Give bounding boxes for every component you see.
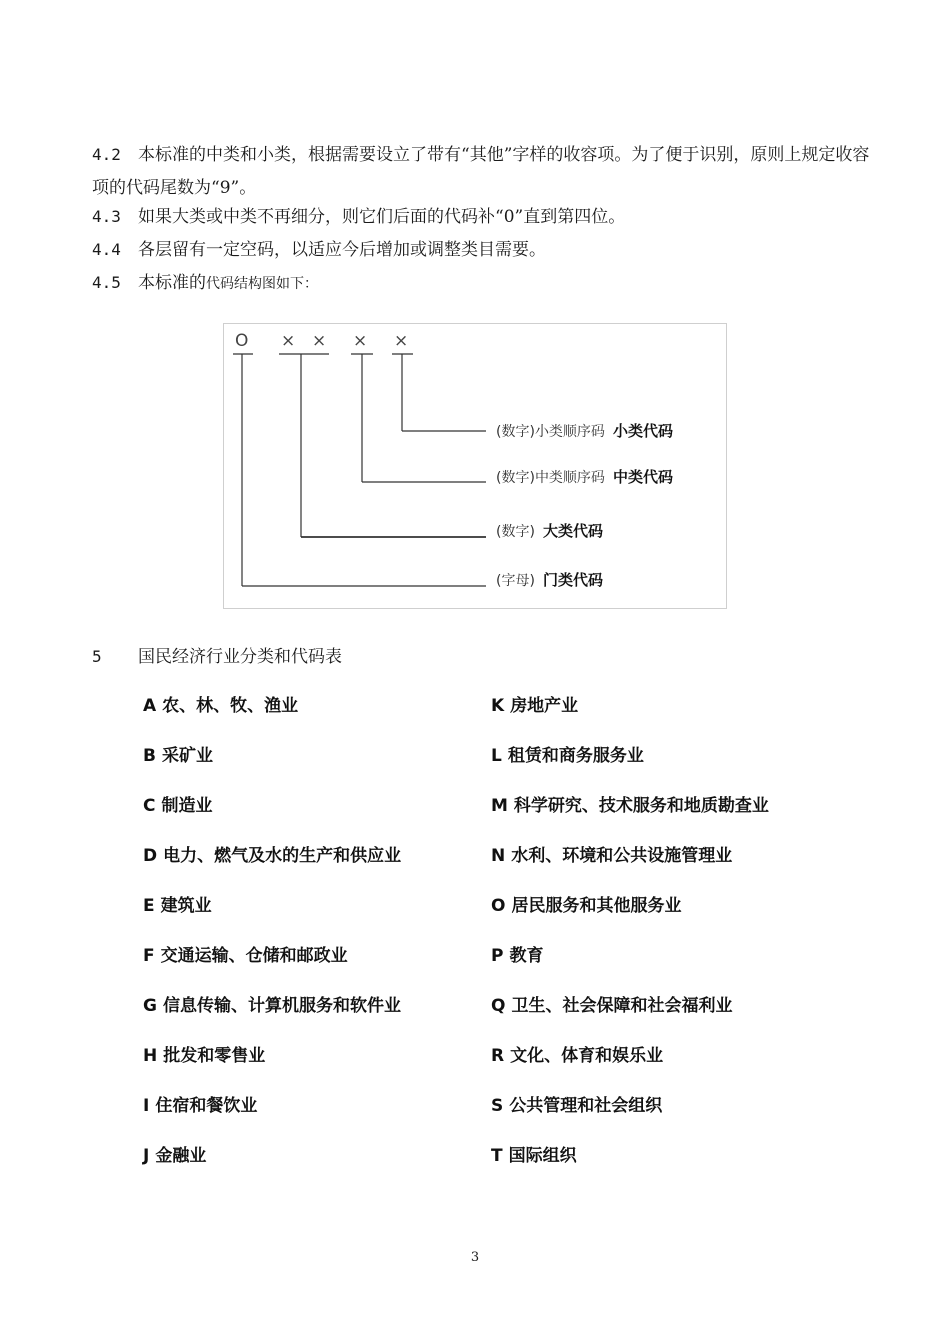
category-item (143, 941, 348, 966)
category-code: B (143, 746, 156, 766)
diagram-glyph-x: × (281, 331, 296, 351)
paragraph-4-4 (92, 233, 872, 267)
paragraph-number: 4.5 (92, 273, 121, 292)
category-item (143, 841, 401, 866)
category-item (143, 991, 401, 1016)
category-name: 制造业 (161, 796, 213, 816)
paragraph-number: 4.4 (92, 240, 121, 259)
category-code: S (491, 1096, 504, 1116)
category-name: 采矿业 (161, 746, 213, 766)
category-item (143, 1091, 257, 1116)
paragraph-4-3 (92, 200, 872, 234)
category-name: 房地产业 (510, 696, 579, 716)
label-kind: (字母) (496, 573, 535, 589)
category-name: 电力、燃气及水的生产和供应业 (163, 846, 402, 866)
category-name: 交通运输、仓储和邮政业 (160, 946, 348, 966)
category-item (491, 841, 732, 866)
label-name: 门类代码 (542, 571, 603, 589)
category-code: F (143, 946, 155, 966)
category-name: 信息传输、计算机服务和软件业 (162, 996, 401, 1016)
label-name: 小类代码 (612, 422, 673, 440)
diagram-label-big-class (496, 520, 603, 541)
category-code: E (143, 896, 155, 916)
section-title: 国民经济行业分类和代码表 (138, 647, 342, 667)
category-name: 国际组织 (508, 1146, 577, 1166)
category-code: R (491, 1046, 505, 1066)
category-code: A (143, 696, 157, 716)
code-structure-diagram (223, 323, 727, 609)
category-item (143, 1141, 206, 1166)
category-name: 批发和零售业 (163, 1046, 266, 1066)
category-item (491, 891, 681, 916)
category-name: 农、林、牧、渔业 (162, 696, 299, 716)
diagram-glyph-letter: O (235, 331, 249, 351)
category-name: 建筑业 (160, 896, 212, 916)
category-name: 住宿和餐饮业 (155, 1096, 258, 1116)
category-code: D (143, 846, 158, 866)
category-item (143, 691, 298, 716)
category-item (491, 791, 769, 816)
category-code: L (491, 746, 502, 766)
category-item (143, 1041, 265, 1066)
category-code: J (143, 1146, 150, 1166)
paragraph-text: 如果大类或中类不再细分，则它们后面的代码补“0”直到第四位。 (138, 207, 626, 227)
diagram-glyph-x: × (394, 331, 409, 351)
category-item (491, 991, 732, 1016)
label-name: 中类代码 (612, 468, 673, 486)
category-name: 教育 (509, 946, 544, 966)
category-name: 科学研究、技术服务和地质勘查业 (513, 796, 769, 816)
diagram-label-section (496, 569, 603, 590)
category-code: I (143, 1096, 150, 1116)
category-code: K (491, 696, 505, 716)
category-name: 公共管理和社会组织 (509, 1096, 663, 1116)
category-name: 租赁和商务服务业 (507, 746, 644, 766)
label-name: 大类代码 (542, 522, 603, 540)
diagram-label-small-class (496, 420, 673, 441)
category-name: 金融业 (155, 1146, 207, 1166)
paragraph-4-5 (92, 266, 872, 301)
category-name: 居民服务和其他服务业 (511, 896, 682, 916)
paragraph-4-2 (92, 138, 872, 205)
section-heading (92, 640, 342, 674)
category-item (491, 691, 578, 716)
diagram-label-mid-class (496, 466, 673, 487)
category-code: C (143, 796, 156, 816)
label-desc: 小类顺序码 (534, 424, 605, 440)
category-code: M (491, 796, 508, 816)
category-item (491, 941, 543, 966)
category-item (143, 891, 212, 916)
category-item (491, 741, 644, 766)
category-item (143, 791, 212, 816)
label-kind: (数字) (496, 424, 535, 440)
category-item (143, 741, 213, 766)
paragraph-text: 本标准的 (138, 273, 206, 293)
label-desc: 中类顺序码 (534, 470, 605, 486)
category-item (491, 1091, 662, 1116)
category-item (491, 1041, 663, 1066)
category-code: O (491, 896, 506, 916)
category-code: T (491, 1146, 503, 1166)
label-kind: (数字) (496, 524, 535, 540)
category-code: N (491, 846, 506, 866)
category-code: H (143, 1046, 158, 1066)
category-name: 文化、体育和娱乐业 (510, 1046, 664, 1066)
diagram-glyph-x: × (353, 331, 368, 351)
category-code: Q (491, 996, 506, 1016)
section-number: 5 (92, 647, 102, 666)
category-name: 水利、环境和公共设施管理业 (511, 846, 733, 866)
category-name: 卫生、社会保障和社会福利业 (511, 996, 733, 1016)
diagram-glyph-x: × (312, 331, 327, 351)
page-number: 3 (470, 1250, 480, 1265)
category-code: G (143, 996, 157, 1016)
paragraph-text: 本标准的中类和小类，根据需要设立了带有“其他”字样的收容项。为了便于识别，原则上规定收容项的代码尾数为“9”。 (92, 145, 870, 198)
paragraph-number: 4.3 (92, 207, 121, 226)
label-kind: (数字) (496, 470, 535, 486)
paragraph-number: 4.2 (92, 145, 121, 164)
paragraph-text: 各层留有一定空码，以适应今后增加或调整类目需要。 (138, 240, 546, 260)
category-item (491, 1141, 577, 1166)
category-code: P (491, 946, 504, 966)
paragraph-text-small: 代码结构图如下： (206, 276, 318, 292)
